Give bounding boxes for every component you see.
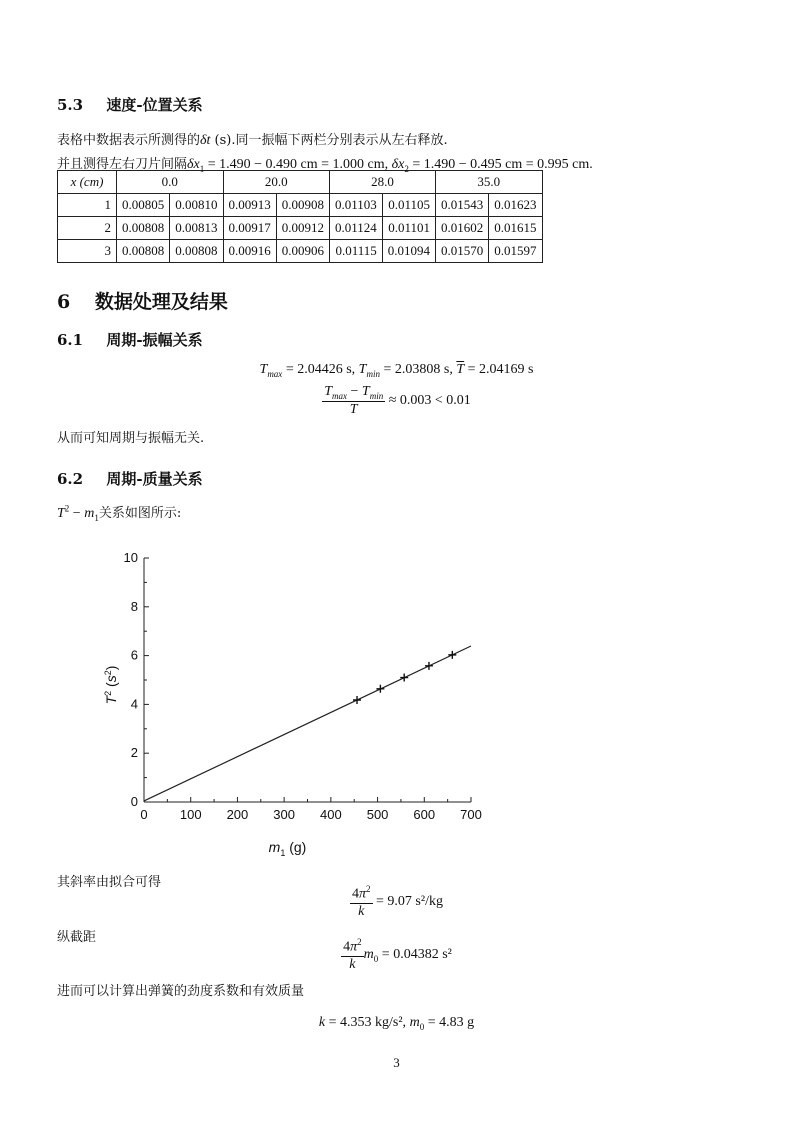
section-title: 数据处理及结果 (94, 291, 228, 313)
t2-vs-m1-chart (90, 540, 510, 870)
section-number: 5.3 (57, 96, 84, 114)
intercept-text: 纵截距 (57, 930, 97, 945)
intercept-equation: $\frac{4\pi^2}{k}$ $m_0 = 0.04382$ s² (343, 937, 452, 972)
chart-intro-text: $T^2 - m_1$关系如图所示: (57, 503, 182, 523)
final-text: 进而可以计算出弹簧的劲度系数和有效质量 (57, 984, 305, 999)
y-tick-label: 8 (130, 598, 138, 614)
page-number: 3 (393, 1055, 400, 1070)
paragraph-line-1: 表格中数据表示所测得的δt (s).同一振幅下两栏分别表示从左右释放. (57, 133, 448, 148)
table-corner-cell: x (cm) (58, 171, 117, 194)
x-tick-label: 600 (413, 807, 436, 822)
section-title: 周期-振幅关系 (106, 331, 203, 349)
data-point (448, 651, 456, 659)
y-axis-label: $T^2$ $(s^2)$ (103, 665, 119, 705)
section-5-3-heading (57, 94, 203, 115)
x-tick-label: 200 (226, 807, 249, 822)
section-6-1-heading (57, 329, 203, 350)
x-tick-label: 400 (320, 807, 342, 822)
table-header-cell: 0.0 (117, 171, 224, 194)
period-ratio-equation: $\frac{T_{max} - T_{min}}{T}$ ≈ 0.003 < 0.01 (324, 384, 471, 417)
speed-position-table (57, 170, 543, 263)
x-tick-label: 300 (273, 807, 295, 822)
y-tick-label: 10 (123, 550, 138, 565)
x-tick-label: 0 (140, 807, 148, 822)
data-point (425, 662, 433, 670)
table-row: 2 0.00808 0.00813 0.00917 0.00912 0.01124 0.01101 0.01602 0.01615 (58, 217, 543, 240)
slope-text: 其斜率由拟合可得 (57, 875, 162, 890)
section-title: 周期-质量关系 (106, 470, 203, 488)
data-point (376, 685, 384, 693)
x-axis-label: $m_1$ (g) (268, 839, 307, 858)
section-title: 速度-位置关系 (106, 96, 203, 114)
section-6-heading (57, 287, 228, 314)
data-point (353, 696, 361, 704)
table-row: 1 0.00805 0.00810 0.00913 0.00908 0.01103 0.01105 0.01543 0.01623 (58, 194, 543, 217)
period-values-equation: $T_{max} = 2.04426$ s, $T_{min} = 2.03808$ s, $\overline{T} = 2.04169$ s (259, 362, 534, 379)
x-tick-label: 500 (366, 807, 389, 822)
table-header-cell: 20.0 (223, 171, 330, 194)
section-number: 6.1 (57, 331, 84, 349)
result-equation: k = 4.353 kg/s², $m_0 = 4.83$ g (318, 1015, 475, 1032)
section-6-2-heading (57, 468, 203, 489)
fit-line (144, 646, 471, 801)
section-number: 6 (57, 291, 71, 313)
paragraph-line-2: 并且测得左右刀片间隔$\delta x_1 = 1.490 - 0.490$ cm = 1.000 cm, $\delta x_2 = 1.490 - 0.495$ cm = 0.995 cm. (57, 157, 593, 174)
data-point (400, 674, 408, 682)
y-tick-label: 2 (130, 745, 138, 761)
y-tick-label: 0 (130, 794, 138, 809)
table-header-row (58, 171, 543, 194)
table-header-cell: 35.0 (436, 171, 543, 194)
conclusion-text: 从而可知周期与振幅无关. (57, 431, 205, 446)
x-tick-label: 100 (179, 807, 202, 822)
slope-equation: $\frac{4\pi^2}{k}$ = 9.07 s²/kg (352, 884, 443, 919)
y-tick-label: 4 (130, 696, 138, 712)
x-tick-label: 700 (460, 807, 482, 822)
table-row: 3 0.00808 0.00808 0.00916 0.00906 0.01115 0.01094 0.01570 0.01597 (58, 240, 543, 263)
y-tick-label: 6 (130, 647, 138, 663)
section-number: 6.2 (57, 470, 84, 488)
table-header-cell: 28.0 (330, 171, 436, 194)
